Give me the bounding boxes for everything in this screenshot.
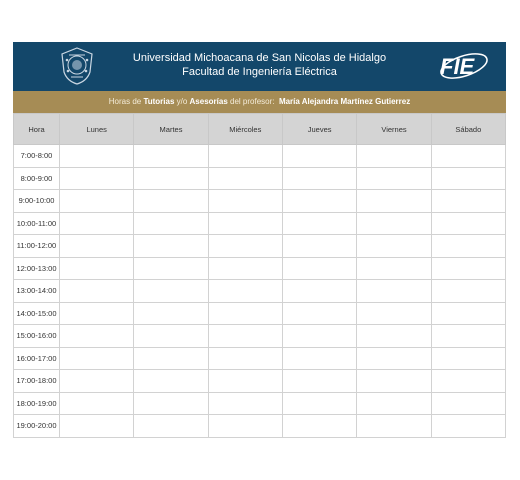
schedule-cell[interactable] [357,190,431,213]
schedule-cell[interactable] [431,325,505,348]
schedule-cell[interactable] [282,370,356,393]
hour-cell: 10:00-11:00 [14,212,60,235]
schedule-cell[interactable] [60,392,134,415]
column-header-4: Jueves [282,114,356,145]
schedule-cell[interactable] [357,347,431,370]
schedule-cell[interactable] [60,370,134,393]
subtitle-text-2: y/o [174,97,190,106]
schedule-cell[interactable] [431,235,505,258]
subtitle-text-3: del profesor: [227,97,277,106]
schedule-cell[interactable] [60,415,134,438]
schedule-cell[interactable] [282,392,356,415]
schedule-cell[interactable] [60,302,134,325]
table-row [14,280,506,303]
schedule-cell[interactable] [357,280,431,303]
schedule-cell[interactable] [431,370,505,393]
schedule-cell[interactable] [357,212,431,235]
schedule-cell[interactable] [357,235,431,258]
hour-cell: 9:00-10:00 [14,190,60,213]
schedule-cell[interactable] [431,212,505,235]
schedule-cell[interactable] [60,257,134,280]
schedule-cell[interactable] [208,167,282,190]
column-header-3: Miércoles [208,114,282,145]
schedule-cell[interactable] [282,415,356,438]
subtitle-asesorias: Asesorías [189,97,228,106]
schedule-cell[interactable] [60,280,134,303]
schedule-cell[interactable] [431,190,505,213]
schedule-cell[interactable] [208,190,282,213]
schedule-cell[interactable] [134,235,208,258]
schedule-cell[interactable] [208,145,282,168]
schedule-cell[interactable] [134,347,208,370]
schedule-cell[interactable] [134,280,208,303]
schedule-cell[interactable] [431,415,505,438]
schedule-cell[interactable] [431,280,505,303]
table-row [14,190,506,213]
schedule-cell[interactable] [134,370,208,393]
hour-cell: 17:00-18:00 [14,370,60,393]
table-row [14,167,506,190]
column-header-6: Sábado [431,114,505,145]
table-row [14,302,506,325]
professor-name: María Alejandra Martínez Gutierrez [278,97,411,106]
schedule-cell[interactable] [208,280,282,303]
schedule-cell[interactable] [431,392,505,415]
table-row [14,235,506,258]
hour-cell: 13:00-14:00 [14,280,60,303]
schedule-cell[interactable] [282,325,356,348]
schedule-cell[interactable] [208,325,282,348]
tutoring-subtitle-bar [13,91,506,113]
schedule-cell[interactable] [60,325,134,348]
table-row [14,257,506,280]
schedule-cell[interactable] [208,415,282,438]
schedule-cell[interactable] [282,257,356,280]
schedule-cell[interactable] [431,257,505,280]
schedule-table [13,113,506,438]
column-header-0: Hora [14,114,60,145]
table-row [14,212,506,235]
hour-cell: 11:00-12:00 [14,235,60,258]
schedule-cell[interactable] [357,257,431,280]
hour-cell: 18:00-19:00 [14,392,60,415]
schedule-cell[interactable] [60,190,134,213]
table-row [14,415,506,438]
schedule-cell[interactable] [60,347,134,370]
table-row [14,370,506,393]
schedule-cell[interactable] [282,347,356,370]
fie-logo-text: FIE [440,54,475,79]
schedule-cell[interactable] [134,302,208,325]
hour-cell: 14:00-15:00 [14,302,60,325]
schedule-cell[interactable] [282,280,356,303]
column-header-5: Viernes [357,114,431,145]
column-header-2: Martes [134,114,208,145]
schedule-cell[interactable] [208,392,282,415]
table-row [14,392,506,415]
hour-cell: 19:00-20:00 [14,415,60,438]
schedule-cell[interactable] [208,235,282,258]
subtitle-tutorias: Tutorias [143,97,175,106]
hour-cell: 15:00-16:00 [14,325,60,348]
schedule-cell[interactable] [134,212,208,235]
faculty-name: Facultad de Ingeniería Eléctrica [182,66,337,78]
schedule-cell[interactable] [282,167,356,190]
schedule-sheet [13,42,506,438]
schedule-cell[interactable] [134,392,208,415]
table-row [14,347,506,370]
hour-cell: 16:00-17:00 [14,347,60,370]
table-row [14,145,506,168]
schedule-cell[interactable] [60,235,134,258]
schedule-cell[interactable] [357,392,431,415]
column-header-1: Lunes [60,114,134,145]
schedule-cell[interactable] [134,190,208,213]
schedule-cell[interactable] [282,235,356,258]
hour-cell: 8:00-9:00 [14,167,60,190]
schedule-cell[interactable] [357,415,431,438]
schedule-cell[interactable] [60,167,134,190]
schedule-cell[interactable] [357,145,431,168]
schedule-cell[interactable] [208,257,282,280]
university-seal-icon [59,46,95,86]
header-titles [113,51,406,79]
schedule-cell[interactable] [134,325,208,348]
fie-logo-icon [434,50,490,82]
schedule-cell[interactable] [282,145,356,168]
subtitle-text-1: Horas de [108,97,144,106]
schedule-cell[interactable] [134,167,208,190]
university-name: Universidad Michoacana de San Nicolas de Hidalgo [132,52,387,64]
schedule-cell[interactable] [60,212,134,235]
schedule-cell[interactable] [134,145,208,168]
schedule-cell[interactable] [208,212,282,235]
schedule-cell[interactable] [357,370,431,393]
schedule-cell[interactable] [282,190,356,213]
schedule-cell[interactable] [282,212,356,235]
schedule-cell[interactable] [60,145,134,168]
schedule-cell[interactable] [134,257,208,280]
header-banner [13,42,506,91]
schedule-cell[interactable] [357,167,431,190]
header-row [14,114,506,145]
schedule-cell[interactable] [431,347,505,370]
schedule-cell[interactable] [208,347,282,370]
schedule-cell[interactable] [431,145,505,168]
schedule-cell[interactable] [431,302,505,325]
schedule-cell[interactable] [282,302,356,325]
schedule-cell[interactable] [431,167,505,190]
schedule-cell[interactable] [208,370,282,393]
schedule-cell[interactable] [357,325,431,348]
schedule-cell[interactable] [208,302,282,325]
hour-cell: 7:00-8:00 [14,145,60,168]
schedule-cell[interactable] [357,302,431,325]
hour-cell: 12:00-13:00 [14,257,60,280]
table-row [14,325,506,348]
schedule-cell[interactable] [134,415,208,438]
